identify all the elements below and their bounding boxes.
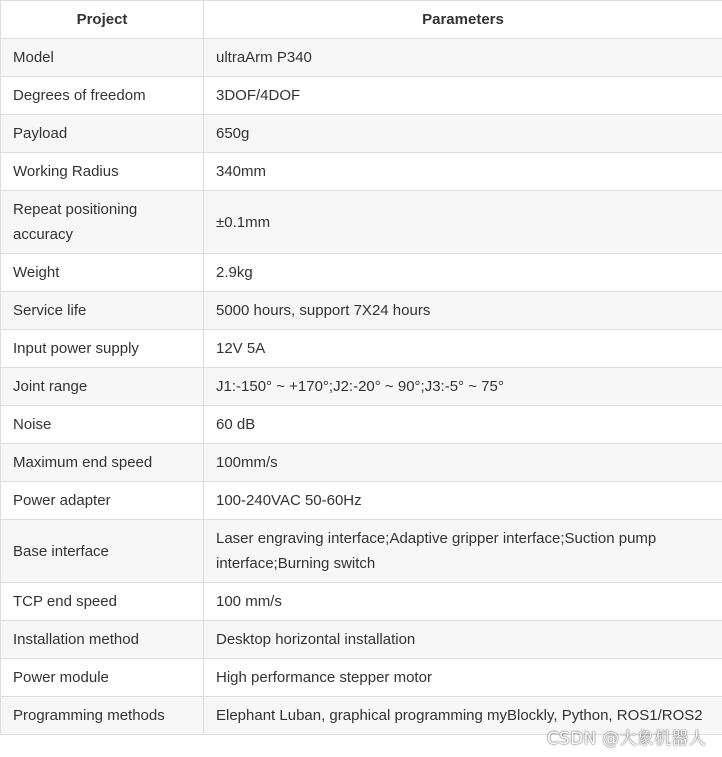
table-row [1,659,722,697]
parameters-cell: Laser engraving interface;Adaptive gripper interface;Suction pump interface;Burning switch [204,520,722,583]
parameters-cell: ultraArm P340 [204,39,722,77]
parameters-cell: 60 dB [204,406,722,444]
parameters-cell: 650g [204,115,722,153]
table-row [1,39,722,77]
table-row [1,292,722,330]
table-row [1,368,722,406]
project-cell: Maximum end speed [1,444,204,482]
project-cell: Input power supply [1,330,204,368]
table-row [1,621,722,659]
table-row [1,482,722,520]
table-row [1,77,722,115]
project-cell: Installation method [1,621,204,659]
table-row [1,520,722,583]
parameters-cell: 100 mm/s [204,583,722,621]
header-row [1,1,722,39]
table-row [1,191,722,254]
parameters-cell: ±0.1mm [204,191,722,254]
project-cell: Payload [1,115,204,153]
project-cell: Base interface [1,520,204,583]
table-row [1,583,722,621]
project-cell: Degrees of freedom [1,77,204,115]
table-row [1,115,722,153]
parameters-cell: 2.9kg [204,254,722,292]
project-cell: Noise [1,406,204,444]
table-row [1,254,722,292]
parameters-cell: 5000 hours, support 7X24 hours [204,292,722,330]
project-cell: Power adapter [1,482,204,520]
project-cell: Programming methods [1,697,204,735]
project-cell: Power module [1,659,204,697]
project-cell: Joint range [1,368,204,406]
parameters-cell: J1:-150° ~ +170°;J2:-20° ~ 90°;J3:-5° ~ 75° [204,368,722,406]
parameters-cell: 12V 5A [204,330,722,368]
csdn-watermark: CSDN @大象机器人 [546,729,706,749]
parameters-cell: 100mm/s [204,444,722,482]
project-cell: Service life [1,292,204,330]
project-cell: Weight [1,254,204,292]
table-row [1,444,722,482]
table-row [1,330,722,368]
parameters-cell: Elephant Luban, graphical programming myBlockly, Python, ROS1/ROS2 [204,697,722,735]
parameters-cell: High performance stepper motor [204,659,722,697]
parameters-cell: 100-240VAC 50-60Hz [204,482,722,520]
project-cell: Repeat positioning accuracy [1,191,204,254]
parameters-cell: 340mm [204,153,722,191]
parameters-cell: Desktop horizontal installation [204,621,722,659]
project-cell: Working Radius [1,153,204,191]
parameters-cell: 3DOF/4DOF [204,77,722,115]
header-parameters: Parameters [204,1,722,39]
table-row [1,153,722,191]
project-cell: Model [1,39,204,77]
header-project: Project [1,1,204,39]
project-cell: TCP end speed [1,583,204,621]
table-row [1,406,722,444]
